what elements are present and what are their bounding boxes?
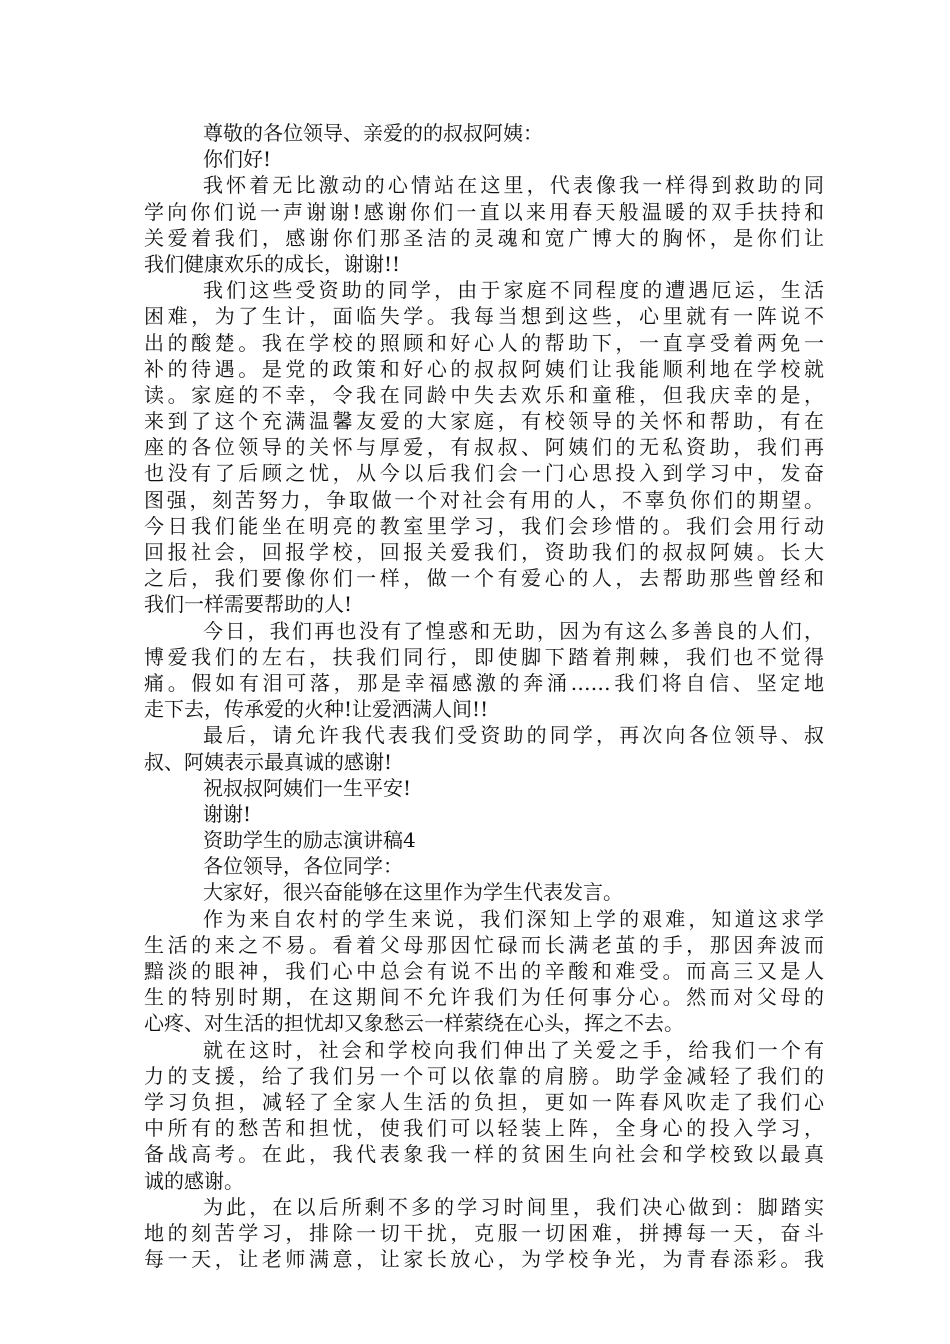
text-line: 图强，刻苦努力，争取做一个对社会有用的人，不辜负你们的期望。 (144, 487, 824, 512)
text-line: 补的待遇。是党的政策和好心的叔叔阿姨们让我能顺利地在学校就 (144, 356, 824, 381)
text-line: 心疼、对生活的担忧却又象愁云一样萦绕在心头，挥之不去。 (144, 1011, 684, 1036)
text-line: 我怀着无比激动的心情站在这里，代表像我一样得到救助的同 (203, 173, 824, 198)
text-line: 我们一样需要帮助的人! (144, 592, 353, 617)
text-line: 学向你们说一声谢谢!感谢你们一直以来用春天般温暖的双手扶持和 (144, 199, 824, 224)
text-line: 叔、阿姨表示最真诚的感谢! (144, 749, 393, 774)
text-line: 力的支援，给了我们另一个可以依靠的肩膀。助学金减轻了我们的 (144, 1063, 824, 1088)
text-line: 博爱我们的左右，扶我们同行，即使脚下踏着荆棘，我们也不觉得 (144, 644, 824, 669)
text-line: 生活的来之不易。看着父母那因忙碌而长满老茧的手，那因奔波而 (144, 932, 824, 957)
text-line: 中所有的愁苦和担忧，使我们可以轻装上阵，全身心的投入学习， (144, 1116, 824, 1141)
text-line: 读。家庭的不幸，令我在同龄中失去欢乐和童稚，但我庆幸的是， (144, 382, 824, 407)
text-line: 诚的感谢。 (144, 1168, 244, 1193)
text-line: 作为来自农村的学生来说，我们深知上学的艰难，知道这求学 (203, 906, 824, 931)
text-line: 地的刻苦学习，排除一切干扰，克服一切困难，拼搏每一天，奋斗 (144, 1220, 824, 1245)
text-line: 我们这些受资助的同学，由于家庭不同程度的遭遇厄运，生活 (203, 278, 824, 303)
text-line: 大家好，很兴奋能够在这里作为学生代表发言。 (203, 880, 623, 905)
text-line: 谢谢! (203, 801, 252, 826)
text-line: 你们好! (203, 147, 272, 172)
text-line: 之后，我们要像你们一样，做一个有爱心的人，去帮助那些曾经和 (144, 566, 824, 591)
text-line: 备战高考。在此，我代表象我一样的贫困生向社会和学校致以最真 (144, 1142, 824, 1167)
text-line: 出的酸楚。我在学校的照顾和好心人的帮助下，一直享受着两免一 (144, 330, 824, 355)
text-line: 为此，在以后所剩不多的学习时间里，我们决心做到：脚踏实 (203, 1194, 824, 1219)
text-line: 最后，请允许我代表我们受资助的同学，再次向各位领导、叔 (203, 723, 824, 748)
text-line: 今日我们能坐在明亮的教室里学习，我们会珍惜的。我们会用行动 (144, 513, 824, 538)
text-line: 各位领导，各位同学： (203, 854, 403, 879)
text-line: 走下去，传承爱的火种!让爱洒满人间!! (144, 697, 489, 722)
text-line: 祝叔叔阿姨们一生平安! (203, 775, 412, 800)
text-line: 就在这时，社会和学校向我们伸出了关爱之手，给我们一个有 (203, 1037, 824, 1062)
text-line: 资助学生的励志演讲稿4 (203, 828, 416, 853)
text-line: 学习负担，减轻了全家人生活的负担，更如一阵春风吹走了我们心 (144, 1089, 824, 1114)
text-line: 困难，为了生计，面临失学。我每当想到这些，心里就有一阵说不 (144, 304, 824, 329)
text-line: 痛。假如有泪可落，那是幸福感激的奔涌……我们将自信、坚定地 (144, 670, 824, 695)
text-line: 黯淡的眼神，我们心中总会有说不出的辛酸和难受。而高三又是人 (144, 959, 824, 983)
text-line: 座的各位领导的关怀与厚爱，有叔叔、阿姨们的无私资助，我们再 (144, 435, 824, 460)
text-line: 我们健康欢乐的成长，谢谢!! (144, 251, 401, 276)
text-line: 生的特别时期，在这期间不允许我们为任何事分心。然而对父母的 (144, 985, 824, 1010)
text-line: 关爱着我们，感谢你们那圣洁的灵魂和宽广博大的胸怀，是你们让 (144, 225, 824, 250)
text-line: 今日，我们再也没有了惶惑和无助，因为有这么多善良的人们， (203, 618, 824, 643)
text-line: 来到了这个充满温馨友爱的大家庭，有校领导的关怀和帮助，有在 (144, 409, 824, 434)
text-line: 也没有了后顾之忧，从今以后我们会一门心思投入到学习中，发奋 (144, 461, 824, 486)
text-line: 尊敬的各位领导、亲爱的的叔叔阿姨： (203, 121, 543, 145)
text-line: 回报社会，回报学校，回报关爱我们，资助我们的叔叔阿姨。长大 (144, 540, 824, 564)
document-body (144, 120, 824, 1272)
text-line: 每一天，让老师满意，让家长放心，为学校争光，为青春添彩。我 (144, 1247, 824, 1272)
